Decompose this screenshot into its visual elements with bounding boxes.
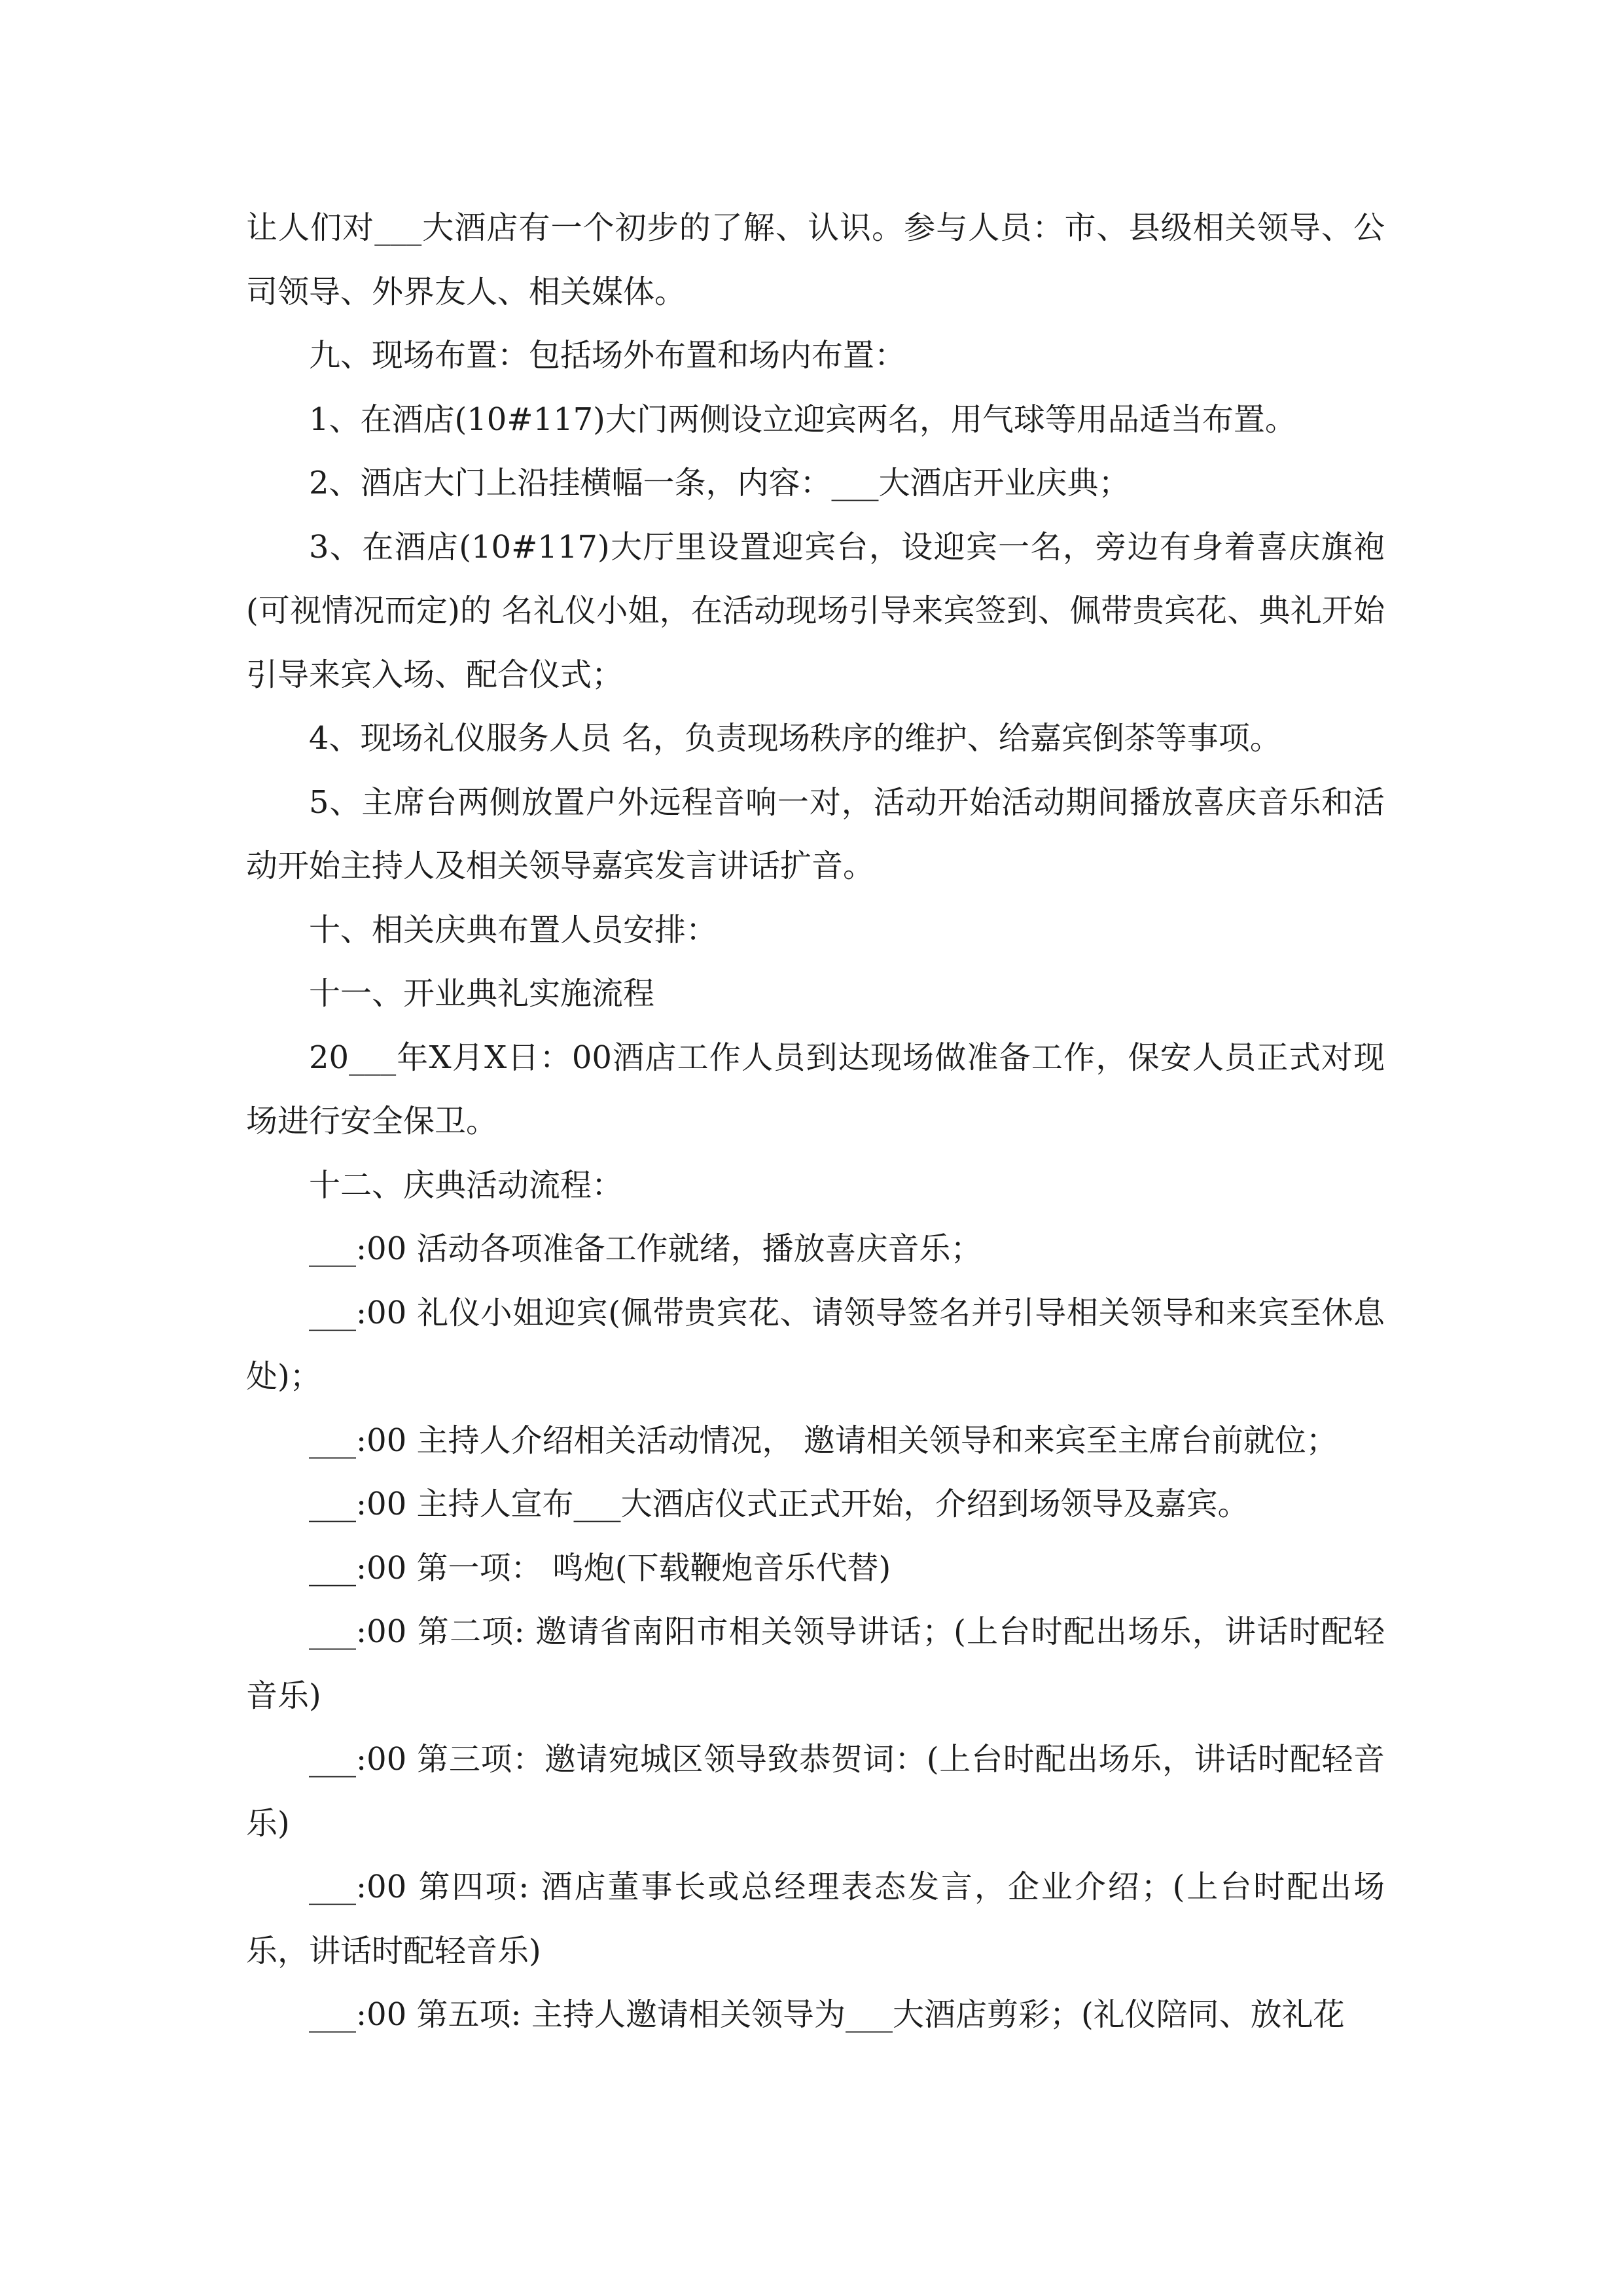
- paragraph: ___:00 活动各项准备工作就绪，播放喜庆音乐；: [309, 1230, 982, 1267]
- paragraph: ___:00 主持人介绍相关活动情况， 邀请相关领导和来宾至主席台前就位；: [309, 1422, 1338, 1459]
- paragraph: ___:00 礼仪小姐迎宾(佩带贵宾花、请领导签名并引导相关领导和来宾至休息处)；: [246, 1294, 1385, 1395]
- paragraph: ___:00 第五项: 主持人邀请相关领导为___大酒店剪彩；(礼仪陪同、放礼花: [309, 1996, 1345, 2033]
- paragraph: ___:00 第一项： 鸣炮(下载鞭炮音乐代替): [309, 1549, 891, 1587]
- paragraph: 3、在酒店(10#117)大厅里设置迎宾台，设迎宾一名，旁边有身着喜庆旗袍(可视情况而定)的 名礼仪小姐，在活动现场引导来宾签到、佩带贵宾花、典礼开始引导来宾入场、配合仪式；: [246, 528, 1385, 693]
- paragraph: ___:00 第四项: 酒店董事长或总经理表态发言，企业介绍；(上台时配出场乐，讲话时配轻音乐): [246, 1869, 1385, 1969]
- paragraph: ___:00 第二项: 邀请省南阳市相关领导讲话；(上台时配出场乐，讲话时配轻音乐): [246, 1613, 1385, 1714]
- paragraph: 十一、开业典礼实施流程: [309, 975, 655, 1012]
- paragraph: 1、在酒店(10#117)大门两侧设立迎宾两名，用气球等用品适当布置。: [309, 401, 1296, 438]
- paragraph: ___:00 第三项：邀请宛城区领导致恭贺词：(上台时配出场乐，讲话时配轻音乐): [246, 1741, 1385, 1842]
- paragraph: 4、现场礼仪服务人员 名，负责现场秩序的维护、给嘉宾倒茶等事项。: [309, 720, 1281, 757]
- paragraph: 2、酒店大门上沿挂横幅一条，内容：___大酒店开业庆典；: [309, 465, 1130, 501]
- paragraph: 5、主席台两侧放置户外远程音响一对，活动开始活动期间播放喜庆音乐和活动开始主持人及相关领导嘉宾发言讲话扩音。: [246, 783, 1385, 884]
- paragraph: 十、相关庆典布置人员安排：: [309, 911, 718, 948]
- paragraph: ___:00 主持人宣布___大酒店仪式正式开始，介绍到场领导及嘉宾。: [309, 1486, 1249, 1522]
- paragraph: 九、现场布置：包括场外布置和场内布置：: [309, 337, 906, 374]
- paragraph: 20___年X月X日：00酒店工作人员到达现场做准备工作，保安人员正式对现场进行安全保卫。: [246, 1039, 1385, 1139]
- paragraph: 十二、庆典活动流程：: [309, 1166, 624, 1204]
- document-body: [246, 196, 1385, 2047]
- paragraph: 让人们对___大酒店有一个初步的了解、认识。参与人员：市、县级相关领导、公司领导、外界友人、相关媒体。: [246, 209, 1385, 310]
